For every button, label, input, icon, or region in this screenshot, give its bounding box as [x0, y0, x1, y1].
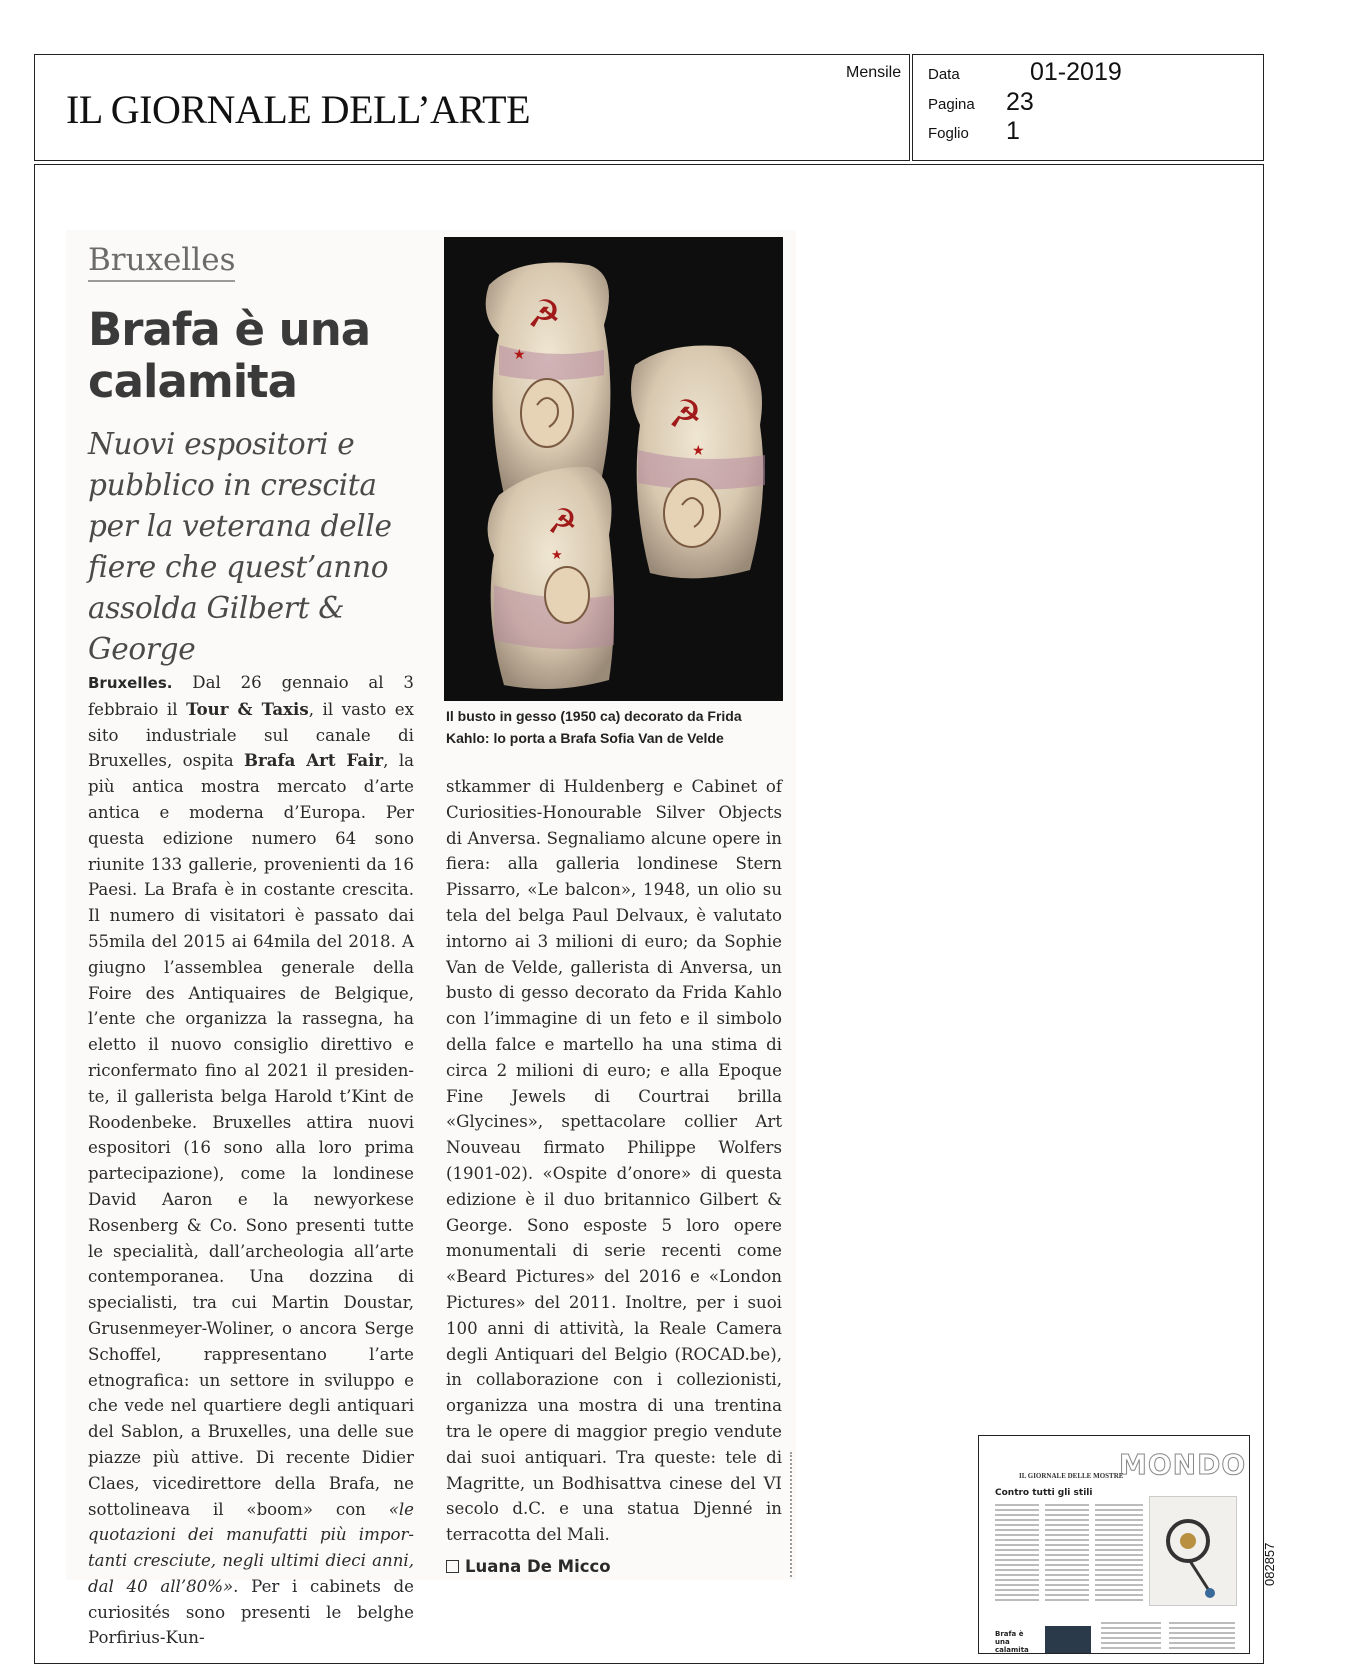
author-name: Luana De Micco	[465, 1557, 611, 1576]
page-label: Pagina	[928, 96, 975, 113]
svg-text:☭: ☭	[527, 292, 562, 336]
photo-caption: Il busto in gesso (1950 ca) decorato da Frida Kahlo: lo porta a Brafa Sofia Van de Velde	[446, 708, 742, 746]
plaster-busts-illustration	[444, 237, 783, 701]
bust-right	[631, 345, 765, 578]
svg-text:★: ★	[692, 443, 705, 459]
thumbnail-text-column	[995, 1504, 1039, 1604]
thumbnail-article-title: Brafa è una calamita	[995, 1630, 1029, 1654]
newspaper-masthead: IL GIORNALE DELL’ARTE	[66, 87, 531, 132]
venue-name: Tour & Taxis	[186, 698, 309, 719]
col1-text-2: , il vasto ex sito industriale sul canale di Bruxelles, ospita	[88, 699, 414, 771]
page-thumbnail	[978, 1435, 1250, 1654]
barcode-number: 082857	[1262, 1542, 1277, 1586]
dateline: Bruxelles.	[88, 674, 173, 692]
page-value: 23	[1006, 88, 1034, 116]
dotted-rule	[790, 1452, 792, 1577]
thumbnail-text-column	[1045, 1504, 1089, 1604]
pull-quote: «le quotazioni dei manufatti più importanti cresciute, negli ultimi dieci anni, dal 40 all’80%»	[88, 1499, 414, 1596]
thumbnail-masthead: IL GIORNALE DELLE MOSTRE	[1019, 1472, 1124, 1480]
bust-top-left	[486, 263, 611, 500]
sheet-value: 1	[1006, 117, 1020, 145]
thumbnail-text-column	[1095, 1504, 1143, 1604]
thumbnail-article-photo	[1045, 1626, 1091, 1654]
article-column-2: stkammer di Huldenberg e Cabinet of Curiosities-Honourable Silver Objects di Anversa. Segnaliamo alcune opere in fiera: alla galleria londinese Stern Pissarro, «Le balcon», 1948, un olio su tela del belga Paul Delvaux, è valutato intorno ai 3 milioni di euro; da Sophie Van de Velde, gallerista di Anversa, un busto di gesso decorato da Frida Kahlo con l’immagine di un feto e il simbolo della falce e martello ha una stima di circa 2 milioni di euro; e alla Epoque Fine Jewels di Courtrai brilla «Glycines», spettacolare collier Art Nouveau firmato Philippe Wolfers (1901-02). «Ospite d’onore» di questa edizione è il duo britannico Gilbert & George. Sono esposte 5 loro opere monumentali di serie recenti come «Beard Pictures» del 2016 e «London Pictures» del 2011. Inoltre, per i suoi 100 anni di attività, la Reale Camera degli Antiquari del Belgio (ROCAD.be), in collaborazione con i collezionisti, organizza una mostra di una trentina tra le opere di maggior pregio vendute dai suoi antiquari. Tra queste: tele di Magritte, un Bodhisattva cinese del VI secolo d.C. e una statua Djenné in terracotta del Mali.	[446, 777, 782, 1545]
article-headline: Brafa è una calamita	[88, 303, 371, 408]
thumbnail-text-column	[1169, 1622, 1235, 1652]
date-label: Data	[928, 66, 960, 83]
svg-text:☭: ☭	[668, 392, 703, 436]
col1-text-4: . Per i cabinets de curiosités sono presenti le belghe Porfirius-Kun-	[88, 1576, 414, 1648]
thumbnail-artwork	[1150, 1497, 1236, 1605]
date-value: 01-2019	[1030, 58, 1122, 86]
sheet-label: Foglio	[928, 125, 969, 142]
article-photo	[444, 237, 783, 701]
byline-square-icon	[446, 1560, 459, 1573]
svg-text:★: ★	[551, 548, 563, 563]
article-subheadline: Nuovi espositori e pubblico in crescita per la veterana delle fiere che quest’anno assolda Gilbert & George	[88, 427, 392, 666]
thumbnail-image	[1149, 1496, 1237, 1606]
col1-text-1: Dal 26 gennaio al 3 febbraio il	[88, 673, 414, 719]
svg-text:☭: ☭	[547, 502, 578, 542]
col1-text-3: , la più antica mostra mercato d’arte antica e moderna d’Europa. Per questa edizione numero 64 sono riunite 133 gallerie, provenienti da 16 Paesi. La Brafa è in costante crescita. Il numero di visitatori è passato dai 55mila del 2015 ai 64mila del 2018. A giugno l’assemblea generale della Foire des Antiquaires de Belgique, l’ente che organizza la rassegna, ha eletto il nuovo consiglio direttivo e riconfermato fino al 2021 il presidente, il gallerista belga Harold t’Kint de Roodenbeke. Bruxelles attira nuovi espositori (16 sono alla loro prima partecipazione), come la londinese David Aaron e la newyorkese Rosenberg & Co. Sono presenti tutte le specialità, dall’archeologia all’arte contemporanea. Una dozzina di specialisti, tra cui Martin Doustar, Grusenmeyer-Woliner, o ancora Serge Schoffel, rappresentano l’arte etnografica: un settore in sviluppo e che vede nel quartiere degli antiquari del Sablon, a Bruxelles, una delle sue piazze più attive. Di recente Didier Claes, vicedirettore della Brafa, ne sottolineava il «boom» con	[88, 751, 415, 1519]
publication-frequency: Mensile	[846, 64, 902, 81]
thumbnail-title: Contro tutti gli stili	[995, 1488, 1093, 1498]
svg-text:★: ★	[513, 347, 526, 363]
article-column-1	[88, 670, 414, 1651]
section-label: Bruxelles	[88, 242, 235, 282]
thumbnail-section: MONDO	[1119, 1448, 1247, 1481]
thumbnail-text-column	[1101, 1622, 1161, 1652]
byline	[446, 1557, 611, 1576]
bust-bottom-left	[488, 467, 614, 689]
fair-name: Brafa Art Fair	[244, 750, 384, 771]
